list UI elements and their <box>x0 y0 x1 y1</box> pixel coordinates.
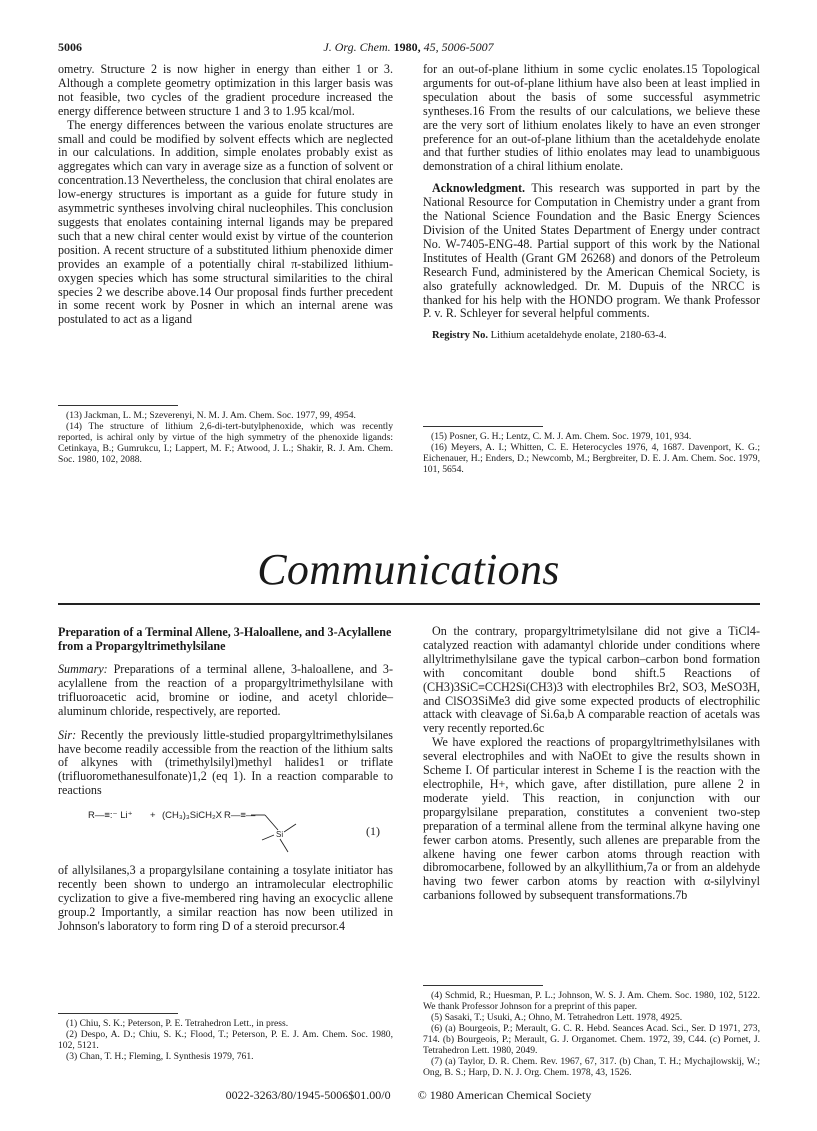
summary-label: Summary: <box>58 662 108 676</box>
footnote: (14) The structure of lithium 2,6-di-tert-butylphenoxide, which was recently reported, is achiral only by virtue of the high symmetry of the phenoxide ligands: Cetinkaya, B.; Gumrukcu, I.; Lappert, M. F.; Atwood, J. L.; Shakir, R. J. Am. Chem. Soc. 1980, 102, 2088. <box>58 421 393 465</box>
footnotes-article-left <box>58 1018 393 1062</box>
paragraph: On the contrary, propargyltrimetylsilane did not give a TiCl4-catalyzed reaction with adamantyl chloride under conditions where allyltrimethylsilane gave the typical carbon–carbon bond formation with concomitant double bond shift.5 Reactions of (CH3)3SiC≡CCH2Si(CH3)3 with electrophiles Br2, SO3, MeSO3H, and ClSO3SiMe3 did give some expected products of electrophilic attack with cleavage of Si.6a,b A comparable reaction of acetals was very recently reported.6c <box>423 624 760 736</box>
summary-text: Preparations of a terminal allene, 3-haloallene, and 3-acylallene from the reaction of a propargyltrimethylsilane with trifluoroacetic acid, bromine or iodine, and acetyl chloride–aluminum chloride, respectively, are reported. <box>58 662 393 718</box>
registry-label: Registry No. <box>432 330 488 342</box>
footer-code: 0022-3263/80/1945-5006$01.00/0 <box>225 1088 391 1102</box>
footnote-rule <box>423 985 543 986</box>
eq-bond <box>262 835 274 840</box>
footnote: (5) Sasaki, T.; Usuki, A.; Ohno, M. Tetrahedron Lett. 1978, 4925. <box>431 1012 683 1023</box>
ack-text: This research was supported in part by the National Resource for Computation in Chemistry under a grant from the National Science Foundation and the Basic Energy Sciences Division of the United States Department of Energy under contract No. W-7405-ENG-48. Partial support of this work by the National Institutes of Health (Grant GM 26268) and donors of the Petroleum Research Fund, administered by the American Chemical Society, is also gratefully acknowledged. Dr. M. Dupuis of the NRCC is thanked for his help with the HONDO program. We thank Professor P. v. R. Schleyer for several helpful comments. <box>423 181 760 321</box>
section-rule <box>58 603 760 605</box>
eq-si-label: Si <box>276 830 284 840</box>
eq-reactant-2: (CH₃)₃SiCH₂X <box>162 810 222 822</box>
footnotes-top-left <box>58 410 393 465</box>
equation-scheme <box>58 802 393 860</box>
footnote: (1) Chiu, S. K.; Peterson, P. E. Tetrahedron Lett., in press. <box>66 1018 289 1029</box>
article-left-column <box>58 625 393 934</box>
summary <box>58 663 393 719</box>
sir-label: Sir: <box>58 727 77 742</box>
paragraph: The energy differences between the various enolate structures are small and could be modified by solvent effects which are neglected in our calculations. In addition, simple enolates probably exist as aggregates which can vary in average size as a function of solvent or concentration.13 Nevertheless, the conclusion that chiral enolates are low-energy structures is important as a guide for future study in asymmetric syntheses involving chiral nucleophiles. This conclusion suggests that enolates containing internal ligands may be prepared such that a new chiral center would exist by virtue of the counterion position. A recent structure of a substituted lithium phenoxide dimer provides an example of a potentially chiral π-stabilized lithium-oxygen species which has some structural similarities to the chiral species 2 we describe above.14 Our proposal finds further precedent in some recent work by Posner in which an internal arene was postulated to act as a ligand <box>58 117 393 327</box>
journal-name: J. Org. Chem. <box>323 40 391 54</box>
footnote-rule <box>423 426 543 427</box>
ack-label: Acknowledgment. <box>432 181 526 196</box>
eq-bond <box>284 824 296 832</box>
registry-text: Lithium acetaldehyde enolate, 2180-63-4. <box>488 330 667 342</box>
page-footer <box>0 1088 817 1103</box>
eq-product: R—≡— <box>224 810 256 822</box>
journal-year: 1980, <box>393 40 421 54</box>
footnotes-article-right <box>423 990 760 1078</box>
paragraph: of allylsilanes,3 a propargylsilane containing a tosylate initiator has recently been shown to undergo an intramolecular electrophilic cyclization to give a five-membered ring having an exocyclic allene group.2 Importantly, a similar reaction has now been utilized in Johnson's laboratory to form ring D of a steroid precursor.4 <box>58 863 393 933</box>
running-head <box>0 40 817 55</box>
footnote: (2) Despo, A. D.; Chiu, S. K.; Flood, T.; Peterson, P. E. J. Am. Chem. Soc. 1980, 102, 5121. <box>58 1029 393 1051</box>
paragraph: We have explored the reactions of propargyltrimethylsilanes with several electrophiles and with NaOEt to give the results shown in Scheme I. Of particular interest in Scheme I is the reaction with the electrophile, H+, which gave, after distillation, pure allene 2 in moderate yield. This reaction, in conjunction with our propargylsilane preparation, constitutes a convenient two-step preparation of a terminal allene from the terminal alkyne having one fewer carbon atoms. Presently, such allenes are preparable from the alkene having one fewer carbon atoms through reaction with dibromocarbene, followed by an alkyllithium,7a or from an aldehyde having two fewer carbon atoms by reaction with α-silylvinyl carbanions followed by subsequent transformations.7b <box>423 735 760 903</box>
footnote: (16) Meyers, A. I.; Whitten, C. E. Heterocycles 1976, 4, 1687. Davenport, K. G.; Eichenauer, H.; Enders, D.; Newcomb, M.; Bergbreiter, D. E. J. Am. Chem. Soc. 1979, 101, 5654. <box>423 442 760 475</box>
footnote-rule <box>58 405 178 406</box>
paragraph: ometry. Structure 2 is now higher in energy than either 1 or 3. Although a complete geometry optimization in this larger basis was not feasible, two cycles of the gradient procedure increased the energy difference between structure 1 and 3 to 1.95 kcal/mol. <box>58 62 393 118</box>
page-number: 5006 <box>58 40 82 54</box>
footnotes-top-right <box>423 431 760 475</box>
sir-text: Recently the previously little-studied propargyltrimethylsilanes have become readily accessible from the reaction of the lithium salts of alkynes with (trimethylsilyl)methyl halides1 or triflate (trifluoromethanesulfonate)1,2 (eq 1). In a reaction comparable to reactions <box>58 727 393 798</box>
top-right-column <box>423 63 760 343</box>
footnote: (13) Jackman, L. M.; Szeverenyi, N. M. J. Am. Chem. Soc. 1977, 99, 4954. <box>66 410 356 421</box>
registry-numbers <box>423 329 760 343</box>
equation-1 <box>58 802 393 860</box>
eq-number: (1) <box>366 824 380 839</box>
eq-reactant-1: R—≡:⁻ Li⁺ <box>88 810 133 822</box>
article-title: Preparation of a Terminal Allene, 3-Haloallene, and 3-Acylallene from a Propargyltrimethylsilane <box>58 625 392 653</box>
eq-plus: + <box>150 810 156 822</box>
footnote: (15) Posner, G. H.; Lentz, C. M. J. Am. Chem. Soc. 1979, 101, 934. <box>431 431 692 442</box>
footnote: (7) (a) Taylor, D. R. Chem. Rev. 1967, 67, 317. (b) Chan, T. H.; Mychajlowskij, W.; Ong, B. S.; Harp, D. N. J. Org. Chem. 1978, 43, 1526. <box>423 1056 760 1078</box>
acknowledgment <box>423 182 760 321</box>
footnote-rule <box>58 1013 178 1014</box>
article-right-column <box>423 625 760 903</box>
section-title: Communications <box>257 545 560 594</box>
sir-paragraph <box>58 729 393 799</box>
footer-copyright: © 1980 American Chemical Society <box>417 1088 592 1102</box>
paragraph: for an out-of-plane lithium in some cyclic enolates.15 Topological arguments for out-of-plane lithium have also been at least implied in speculation about the basis of some successful asymmetric syntheses.16 From the results of our calculations, we believe these are the very sort of lithium enolates likely to have an even stronger preference for an out-of-plane lithium than the acetaldehyde enolate and that further studies of lithio enolates may lead to unambiguous demonstration of a chiral lithium enolate. <box>423 62 760 174</box>
footnote: (4) Schmid, R.; Huesman, P. L.; Johnson, W. S. J. Am. Chem. Soc. 1980, 102, 5122. We thank Professor Johnson for a preprint of this paper. <box>423 990 760 1012</box>
footnote: (3) Chan, T. H.; Fleming, I. Synthesis 1979, 761. <box>66 1051 254 1062</box>
journal-volume-pages: 45, 5006-5007 <box>423 40 494 54</box>
footnote: (6) (a) Bourgeois, P.; Merault, G. C. R. Hebd. Seances Acad. Sci., Ser. D 1971, 273, 714. (b) Bourgeois, P.; Merault, G. J. Organomet. Chem. 1972, 39, C44. (c) Pornet, J. Tetrahedron Lett. 1980, 2049. <box>423 1023 760 1056</box>
eq-bond <box>265 815 278 830</box>
eq-bond <box>280 839 288 852</box>
top-left-column <box>58 63 393 327</box>
